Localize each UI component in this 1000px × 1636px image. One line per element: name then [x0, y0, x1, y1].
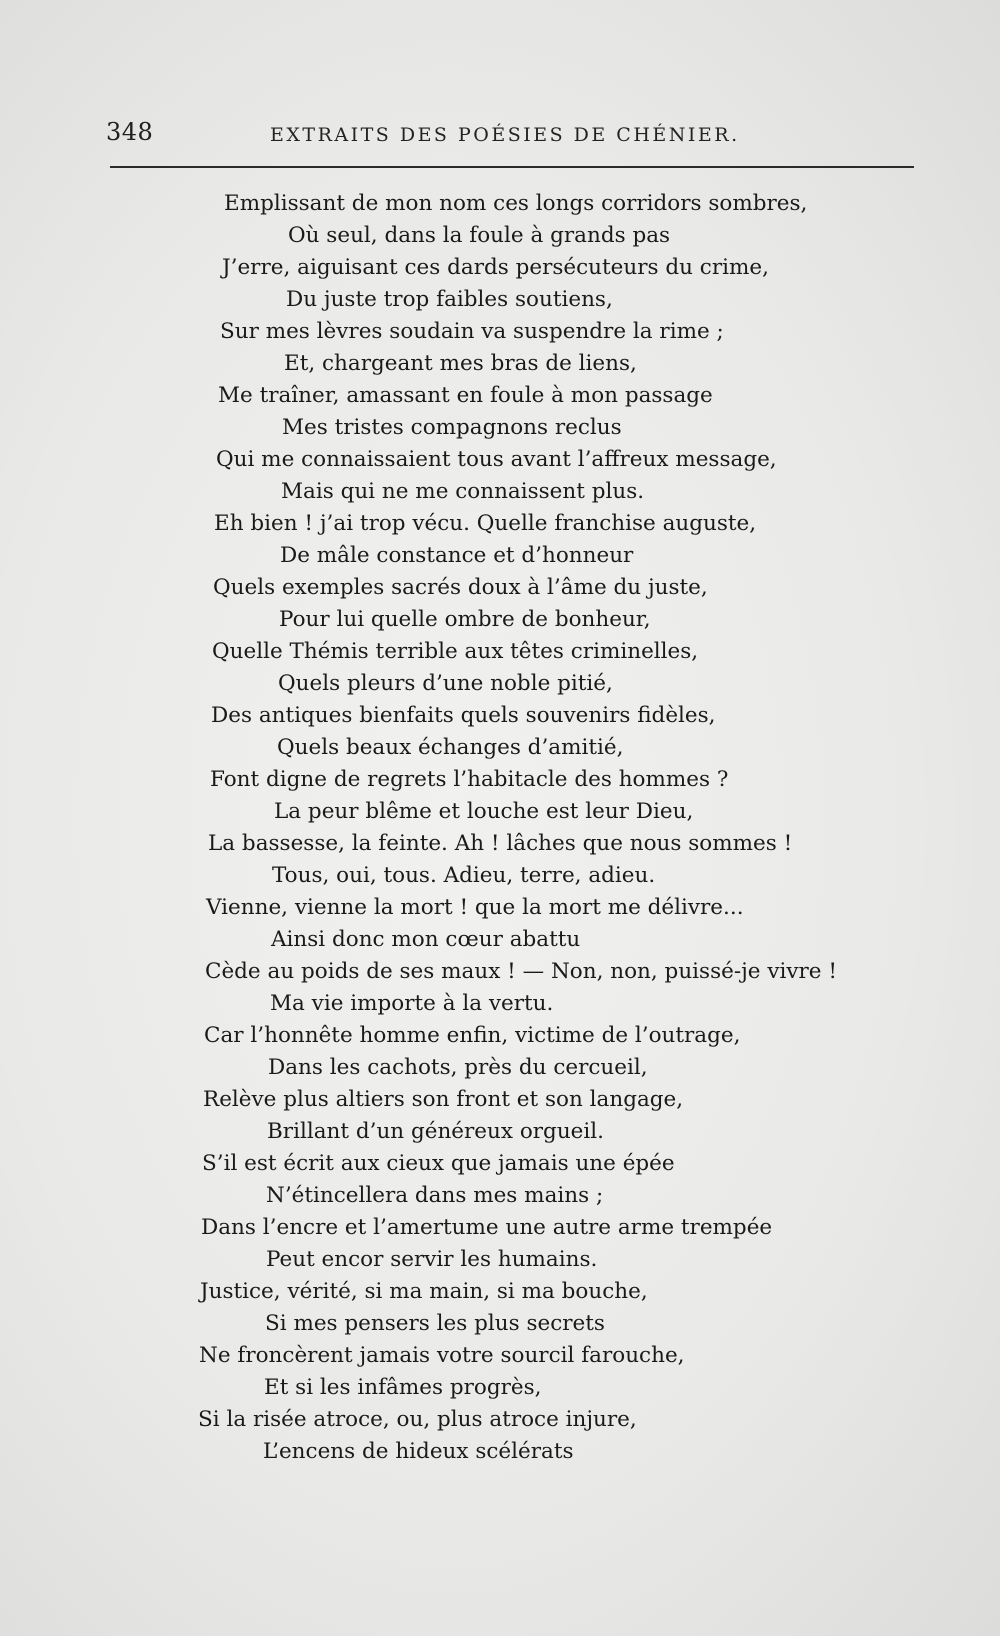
- verse-line: N’étincellera dans mes mains ;: [266, 1183, 604, 1208]
- verse-line: Où seul, dans la foule à grands pas: [288, 223, 671, 248]
- verse-line: Des antiques bienfaits quels souvenirs fidèles,: [211, 703, 716, 728]
- running-title: EXTRAITS DES POÉSIES DE CHÉNIER.: [270, 124, 740, 146]
- verse-line: Vienne, vienne la mort ! que la mort me délivre...: [206, 895, 744, 920]
- header-rule: [110, 166, 914, 168]
- verse-line: Cède au poids de ses maux ! — Non, non, puissé-je vivre !: [205, 959, 837, 984]
- verse-line: Sur mes lèvres soudain va suspendre la rime ;: [220, 319, 724, 344]
- verse-line: Si la risée atroce, ou, plus atroce injure,: [198, 1407, 637, 1432]
- verse-line: Tous, oui, tous. Adieu, terre, adieu.: [272, 863, 656, 888]
- verse-line: Ainsi donc mon cœur abattu: [271, 927, 581, 952]
- page-number: 348: [106, 118, 154, 146]
- verse-line: Eh bien ! j’ai trop vécu. Quelle franchise auguste,: [214, 511, 757, 536]
- verse-line: La bassesse, la feinte. Ah ! lâches que nous sommes !: [208, 831, 793, 856]
- verse-line: Mes tristes compagnons reclus: [282, 415, 622, 440]
- verse-line: Car l’honnête homme enfin, victime de l’outrage,: [204, 1023, 741, 1048]
- verse-line: Emplissant de mon nom ces longs corridors sombres,: [224, 191, 808, 216]
- verse-line: Justice, vérité, si ma main, si ma bouche,: [200, 1279, 648, 1304]
- verse-line: Dans les cachots, près du cercueil,: [268, 1055, 648, 1080]
- verse-line: Du juste trop faibles soutiens,: [286, 287, 613, 312]
- verse-line: Dans l’encre et l’amertume une autre arme trempée: [201, 1215, 773, 1240]
- verse-line: Peut encor servir les humains.: [266, 1247, 598, 1272]
- verse-line: Me traîner, amassant en foule à mon passage: [218, 383, 713, 408]
- verse-line: De mâle constance et d’honneur: [280, 543, 634, 568]
- verse-line: Ne froncèrent jamais votre sourcil farouche,: [199, 1343, 685, 1368]
- verse-line: Pour lui quelle ombre de bonheur,: [279, 607, 651, 632]
- verse-line: Quels exemples sacrés doux à l’âme du juste,: [213, 575, 708, 600]
- verse-line: Font digne de regrets l’habitacle des hommes ?: [210, 767, 729, 792]
- verse-line: Mais qui ne me connaissent plus.: [281, 479, 645, 504]
- verse-line: J’erre, aiguisant ces dards persécuteurs du crime,: [222, 255, 769, 280]
- verse-line: Qui me connaissaient tous avant l’affreux message,: [216, 447, 777, 472]
- verse-line: S’il est écrit aux cieux que jamais une épée: [202, 1151, 675, 1176]
- verse-line: Quels pleurs d’une noble pitié,: [278, 671, 613, 696]
- verse-line: Et si les infâmes progrès,: [264, 1375, 542, 1400]
- verse-line: Brillant d’un généreux orgueil.: [267, 1119, 604, 1144]
- verse-line: Si mes pensers les plus secrets: [265, 1311, 605, 1336]
- verse-line: Quelle Thémis terrible aux têtes criminelles,: [212, 639, 699, 664]
- verse-line: Quels beaux échanges d’amitié,: [277, 735, 624, 760]
- verse-line: Et, chargeant mes bras de liens,: [284, 351, 637, 376]
- verse-line: L’encens de hideux scélérats: [263, 1439, 574, 1464]
- verse-line: Relève plus altiers son front et son langage,: [203, 1087, 684, 1112]
- verse-line: La peur blême et louche est leur Dieu,: [274, 799, 694, 824]
- verse-line: Ma vie importe à la vertu.: [270, 991, 554, 1016]
